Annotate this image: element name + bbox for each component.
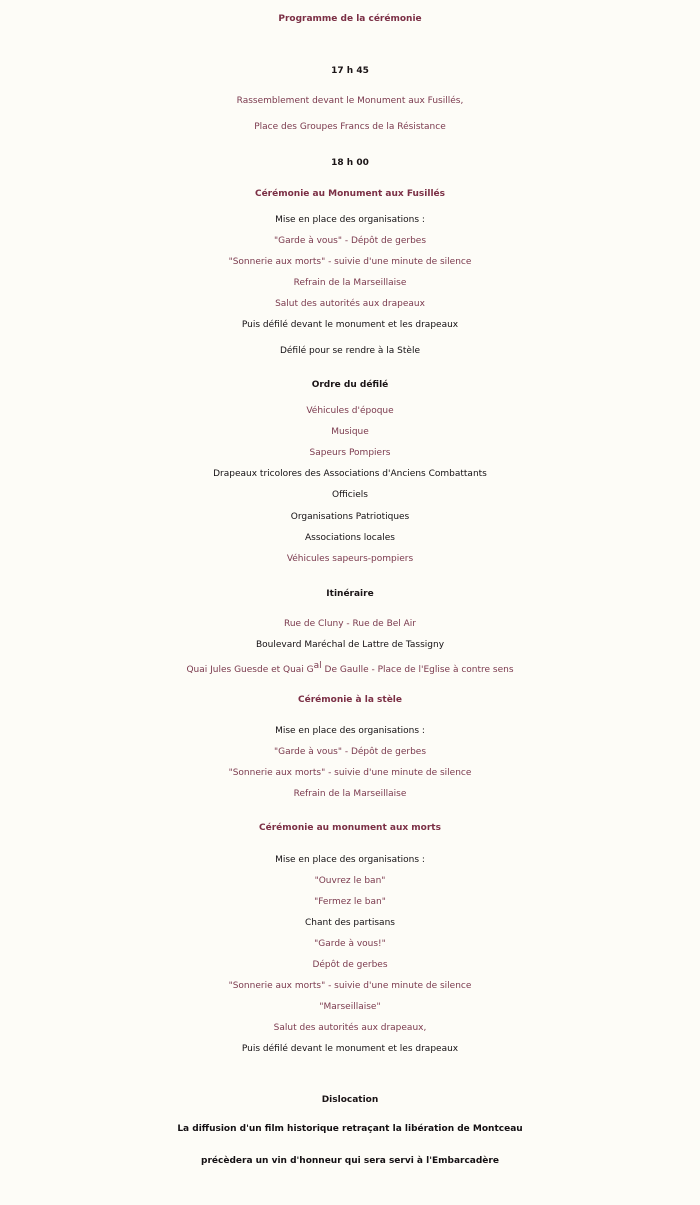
route-superscript: al (313, 661, 322, 671)
list-item: "Garde à vous" - Dépôt de gerbes (273, 236, 427, 246)
list-item: "Sonnerie aux morts" - suivie d'une minute de silence (228, 257, 472, 267)
list-item: Véhicules d'époque (306, 406, 394, 416)
list-item: Salut des autorités aux drapeaux, (273, 1023, 427, 1033)
list-item: Organisations Patriotiques (290, 512, 410, 522)
list-item: "Marseillaise" (319, 1002, 381, 1012)
list-item: "Sonnerie aux morts" - suivie d'une minute de silence (228, 981, 472, 991)
list-item: Boulevard Maréchal de Lattre de Tassigny (255, 640, 445, 650)
list-item (0, 661, 700, 675)
list-item: Associations locales (305, 533, 395, 543)
list-item: Chant des partisans (305, 918, 395, 928)
list-item: "Garde à vous!" (314, 939, 386, 949)
list-item: Drapeaux tricolores des Associations d'Anciens Combattants (213, 469, 487, 479)
list-item: Dépôt de gerbes (312, 960, 388, 970)
assembly-line-1: Rassemblement devant le Monument aux Fusillés, (236, 96, 464, 106)
heading-itineraire: Itinéraire (326, 589, 374, 599)
heading-ceremonie-morts: Cérémonie au monument aux morts (259, 823, 441, 833)
heading-ceremonie-stele: Cérémonie à la stèle (298, 695, 402, 705)
closing-line-1: La diffusion d'un film historique retraçant la libération de Montceau (177, 1124, 523, 1134)
closing-line-2: précèdera un vin d'honneur qui sera servi à l'Embarcadère (201, 1156, 499, 1166)
list-item: Refrain de la Marseillaise (293, 278, 407, 288)
list-item: Puis défilé devant le monument et les drapeaux (241, 320, 459, 330)
list-item: Refrain de la Marseillaise (293, 789, 407, 799)
route-part-2: De Gaulle - Place de l'Eglise à contre sens (321, 665, 514, 675)
list-item: Défilé pour se rendre à la Stèle (279, 346, 421, 356)
list-item: Mise en place des organisations : (275, 726, 425, 736)
heading-dislocation: Dislocation (321, 1095, 379, 1105)
heading-ordre-defile: Ordre du défilé (311, 380, 389, 390)
list-item: "Fermez le ban" (314, 897, 386, 907)
list-item: Véhicules sapeurs-pompiers (286, 554, 414, 564)
list-item: Salut des autorités aux drapeaux (275, 299, 425, 309)
list-item: Mise en place des organisations : (275, 215, 425, 225)
list-item: Officiels (332, 490, 368, 500)
time-1800: 18 h 00 (331, 158, 369, 168)
heading-ceremonie-fusilles: Cérémonie au Monument aux Fusillés (254, 189, 446, 199)
route-part-1: Quai Jules Guesde et Quai G (186, 665, 314, 675)
list-item: "Ouvrez le ban" (314, 876, 386, 886)
list-item: Mise en place des organisations : (275, 855, 425, 865)
assembly-line-2: Place des Groupes Francs de la Résistance (254, 122, 446, 132)
list-item: "Garde à vous" - Dépôt de gerbes (273, 747, 427, 757)
page-title: Programme de la cérémonie (278, 14, 422, 24)
list-item: Rue de Cluny - Rue de Bel Air (283, 619, 417, 629)
time-1745: 17 h 45 (331, 66, 369, 76)
list-item: "Sonnerie aux morts" - suivie d'une minute de silence (228, 768, 472, 778)
list-item: Sapeurs Pompiers (309, 448, 391, 458)
list-item: Musique (331, 427, 369, 437)
list-item: Puis défilé devant le monument et les drapeaux (241, 1044, 459, 1054)
